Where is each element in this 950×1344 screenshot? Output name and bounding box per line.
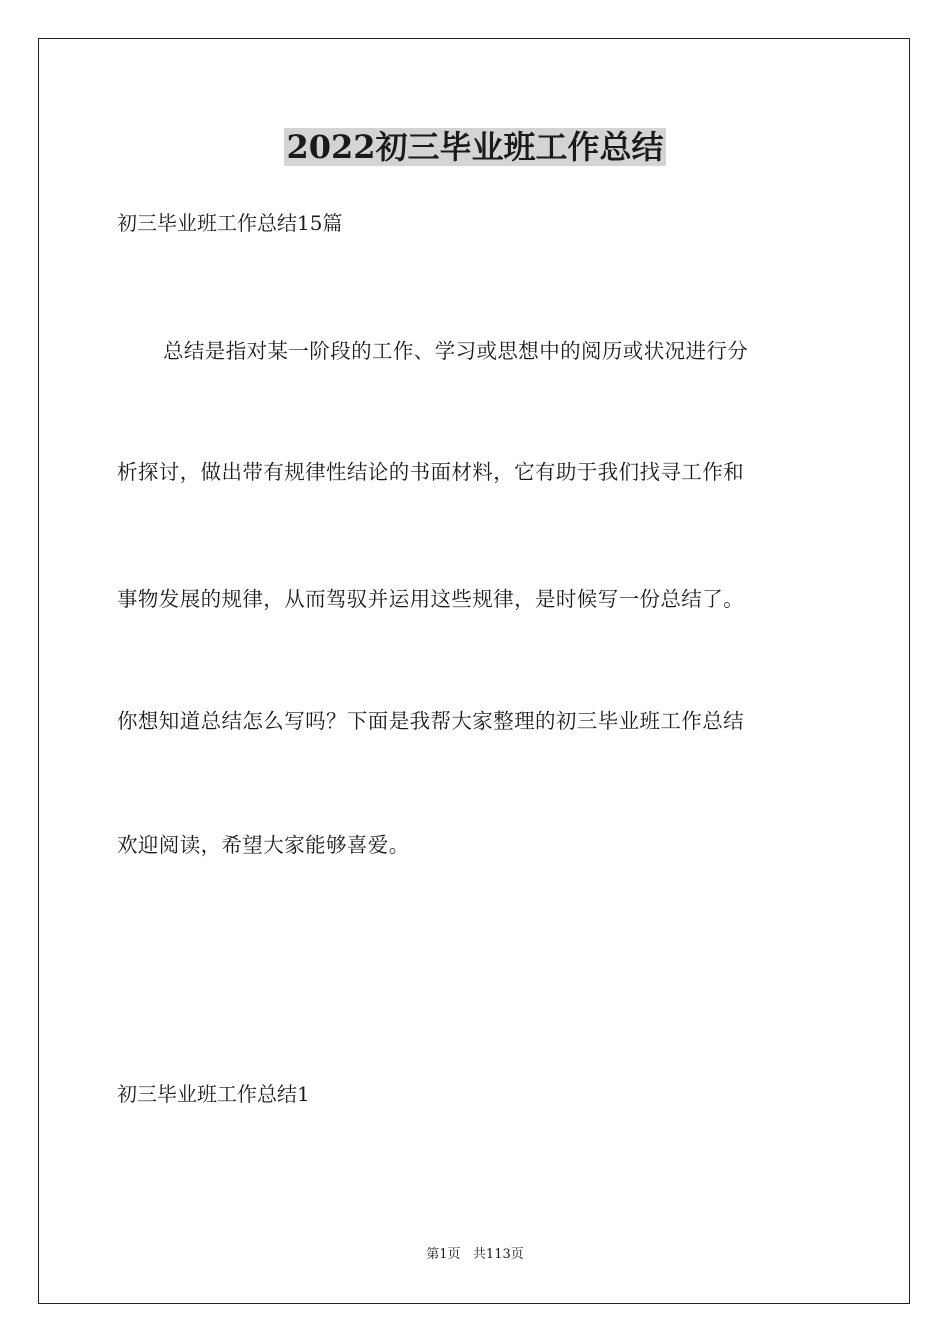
intro-line-1: 总结是指对某一阶段的工作、学习或思想中的阅历或状况进行分 [163,339,749,363]
page-footer [0,1246,950,1264]
document-title [0,126,950,168]
intro-line-3: 事物发展的规律，从而驾驭并运用这些规律，是时候写一份总结了。 [117,587,744,611]
page-number: 第1页 [426,1247,461,1262]
intro-line-2: 析探讨，做出带有规律性结论的书面材料，它有助于我们找寻工作和 [117,460,744,484]
intro-line-5: 欢迎阅读，希望大家能够喜爱。 [117,833,410,857]
page-total: 共113页 [472,1247,524,1262]
document-title-text: 2022初三毕业班工作总结 [286,128,664,166]
intro-line-4: 你想知道总结怎么写吗？下面是我帮大家整理的初三毕业班工作总结 [117,709,744,733]
section-heading: 初三毕业班工作总结1 [117,1082,310,1106]
document-subtitle: 初三毕业班工作总结15篇 [117,211,343,235]
